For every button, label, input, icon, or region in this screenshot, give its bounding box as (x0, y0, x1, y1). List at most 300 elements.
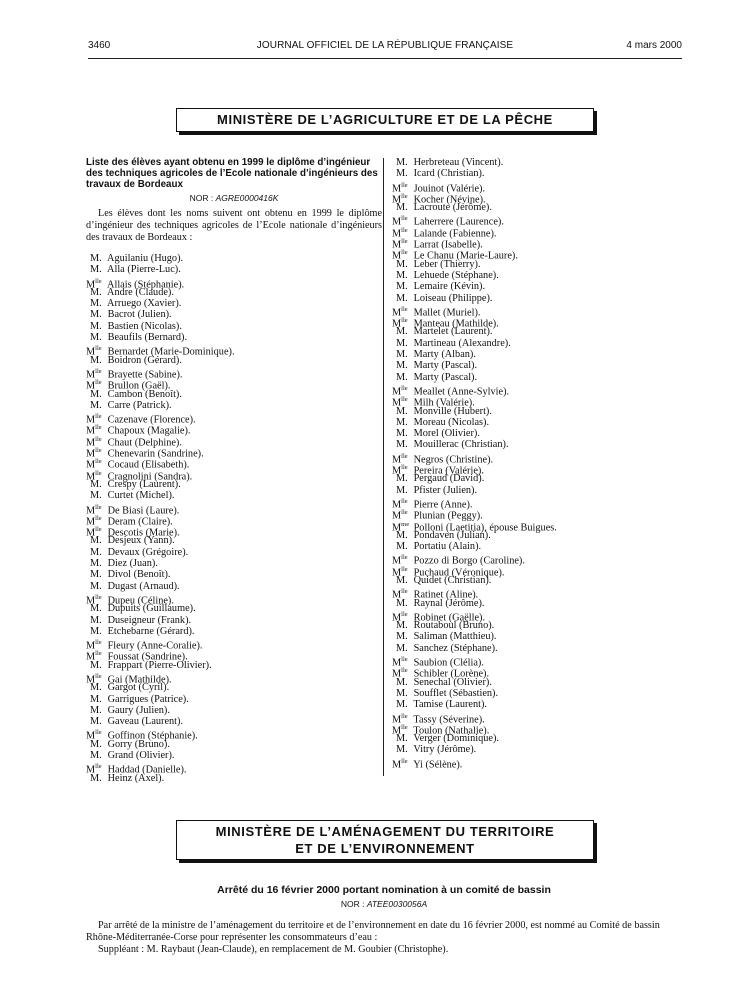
civility: M. (90, 682, 102, 694)
list-nor (86, 192, 382, 204)
graduate-name: Gaury (Julien). (107, 704, 170, 716)
graduate-name: Negros (Christine). (413, 454, 494, 466)
civility: M. (90, 614, 102, 626)
graduate-name: Fleury (Anne-Coralie). (107, 640, 203, 652)
arrete-nor-label: NOR : (340, 899, 365, 909)
graduate-name: Deram (Claire). (107, 516, 173, 528)
arrete-title: Arrêté du 16 février 2000 portant nomination à un comité de bassin (217, 884, 551, 896)
civility: $M^{lle}$ (392, 317, 408, 330)
graduate-entry (86, 343, 382, 358)
graduate-entry (392, 406, 692, 417)
graduate-entry (86, 513, 382, 528)
graduate-name: Jouinot (Valérie). (413, 183, 486, 195)
list-title: Liste des élèves ayant obtenu en 1999 le diplôme d’ingénieur des techniques agricoles de l’Ecole nationale d’ingénieurs des travaux de Bordeaux (86, 157, 378, 190)
civility: $M^{lle}$ (86, 593, 102, 607)
graduate-entry (392, 157, 692, 168)
graduate-name: Toulon (Nathalie). (413, 725, 490, 737)
civility: M. (90, 332, 102, 344)
ministry-environment-line2: ET DE L’ENVIRONNEMENT (295, 841, 475, 856)
graduate-entry (86, 287, 382, 298)
civility: M. (396, 258, 408, 270)
civility: $M^{lle}$ (86, 514, 102, 528)
graduate-entry (86, 264, 382, 275)
civility: M. (396, 484, 408, 496)
ministry-agriculture-heading (176, 108, 594, 132)
graduate-name: Dupuits (Guillaume). (107, 603, 196, 615)
graduate-name: Martelet (Laurent). (413, 326, 493, 338)
graduate-entry (86, 490, 382, 501)
graduate-name: Quidet (Christian). (413, 574, 492, 586)
issue-date: 4 mars 2000 (626, 40, 682, 51)
graduate-name: Laherrere (Laurence). (413, 216, 504, 228)
civility: $M^{lle}$ (392, 757, 408, 771)
graduate-entry (86, 592, 382, 607)
graduate-entry (86, 332, 382, 343)
nor-label: NOR : (189, 193, 214, 203)
graduate-name: Descotis (Marie). (107, 527, 180, 539)
ministry-environment-heading (176, 820, 594, 860)
graduate-name: Diez (Juan). (107, 558, 158, 570)
graduate-name: Gai (Mathilde). (107, 674, 172, 686)
graduate-entry (392, 315, 692, 330)
graduate-name: Heinz (Axel). (107, 772, 165, 784)
graduate-name: Goffinon (Stéphanie). (107, 730, 198, 742)
civility: M. (90, 535, 102, 547)
civility: $M^{lle}$ (392, 509, 408, 522)
graduate-name: Ratinet (Aline). (413, 589, 479, 601)
civility: M. (396, 326, 408, 338)
graduate-name: Lacroute (Jérôme). (413, 202, 492, 214)
graduate-name: Larrat (Isabelle). (413, 239, 483, 251)
graduate-entry (86, 626, 382, 637)
civility: $M^{lle}$ (392, 464, 408, 477)
graduate-entry (86, 671, 382, 686)
civility: $M^{lle}$ (392, 305, 408, 319)
civility: M. (396, 428, 408, 440)
graduate-name: Lalande (Fabienne). (413, 228, 497, 240)
civility: $M^{lle}$ (86, 413, 102, 426)
civility: $M^{lle}$ (392, 712, 408, 725)
civility: $M^{lle}$ (392, 610, 408, 624)
graduate-name: Pfister (Julien). (413, 484, 478, 496)
civility: M. (90, 286, 102, 298)
graduate-entry (392, 383, 692, 398)
civility: M. (396, 733, 408, 745)
graduate-entry (392, 552, 692, 567)
graduate-name: Pereira (Valérie). (413, 465, 484, 477)
civility: $M^{lle}$ (86, 469, 102, 483)
graduate-entry (86, 411, 382, 426)
graduate-entry (392, 643, 692, 654)
civility: $M^{lle}$ (392, 249, 408, 262)
graduate-name: Allais (Stéphanie). (107, 279, 185, 291)
graduate-entry (86, 773, 382, 784)
graduate-entry (86, 445, 382, 460)
graduate-name: Crespy (Laurent). (107, 478, 181, 490)
graduate-name: Mouillerac (Christian). (413, 439, 509, 451)
graduate-entry (392, 326, 692, 337)
arrete-nor-code: ATEE0030056A (366, 899, 428, 909)
graduate-entry (392, 270, 692, 281)
civility: M. (396, 360, 408, 372)
graduate-entry (392, 451, 692, 466)
graduate-entry (392, 439, 692, 450)
graduate-name: Cocaud (Elisabeth). (107, 459, 190, 471)
civility: M. (396, 597, 408, 609)
graduate-entry (86, 558, 382, 569)
graduate-name: Puchaud (Véronique). (413, 567, 505, 579)
graduate-name: Marty (Pascal). (413, 371, 478, 383)
graduate-name: Frappart (Pierre-Olivier). (107, 659, 212, 671)
civility: $M^{lle}$ (86, 379, 102, 392)
graduate-name: Lemaire (Kévin). (413, 281, 486, 293)
graduate-name: Lehuede (Stéphane). (413, 269, 499, 281)
graduate-name: Yi (Sélène). (413, 759, 463, 771)
graduate-name: Curtet (Michel). (107, 490, 175, 502)
graduate-entry (392, 225, 692, 240)
graduate-entry (86, 637, 382, 652)
graduate-name: Plunian (Peggy). (413, 510, 483, 522)
graduate-entry (86, 298, 382, 309)
civility: $M^{lle}$ (392, 238, 408, 251)
page-header (88, 40, 682, 56)
graduate-entry (392, 575, 692, 586)
graduate-name: Chenevarin (Sandrine). (107, 448, 204, 460)
list-intro: Les élèves dont les noms suivent ont obtenu en 1999 le diplôme d’ingénieur des techniques agricoles de l’Ecole nationale d’ingénieurs des travaux de Bordeaux : (86, 208, 382, 243)
graduate-name: Milh (Valérie). (413, 397, 475, 409)
left-column (86, 157, 382, 784)
civility: M. (90, 750, 102, 762)
graduate-entry (86, 660, 382, 671)
graduate-entry (392, 631, 692, 642)
graduate-entry (392, 620, 692, 631)
civility: M. (90, 399, 102, 411)
civility: $M^{lle}$ (392, 588, 408, 601)
header-rule (88, 58, 682, 59)
graduate-name: Gargot (Cyril). (107, 682, 170, 694)
civility: $M^{lle}$ (86, 367, 102, 381)
graduate-name: Gorry (Bruno). (107, 738, 170, 750)
graduate-entry (392, 168, 692, 179)
graduate-entry (392, 202, 692, 213)
graduate-name: Monville (Hubert). (413, 405, 492, 417)
graduate-entry (392, 744, 692, 755)
civility: $M^{lle}$ (392, 656, 408, 669)
civility: M. (396, 687, 408, 699)
graduate-entry (86, 502, 382, 516)
graduate-name: Arruego (Xavier). (107, 298, 182, 310)
ministry-environment-line1: MINISTÈRE DE L’AMÉNAGEMENT DU TERRITOIRE (215, 824, 555, 839)
civility: M. (90, 693, 102, 705)
graduate-name: Herbreteau (Vincent). (413, 157, 504, 168)
civility: $M^{me}$ (392, 520, 410, 533)
graduate-name: Bernardet (Marie-Dominique). (107, 346, 235, 358)
civility: M. (396, 620, 408, 632)
civility: M. (90, 659, 102, 671)
graduate-name: Haddad (Danielle). (107, 764, 187, 776)
civility: $M^{lle}$ (86, 435, 102, 449)
civility: M. (90, 490, 102, 502)
graduate-entry (392, 338, 692, 349)
graduate-entry (392, 394, 692, 409)
graduate-entry (392, 213, 692, 228)
graduate-name: De Biasi (Laure). (107, 504, 180, 516)
page-number: 3460 (88, 40, 111, 51)
graduate-name: Vitry (Jérôme). (413, 744, 477, 756)
civility: M. (396, 337, 408, 349)
graduate-entry (392, 665, 692, 680)
civility: M. (90, 716, 102, 728)
graduate-entry (392, 519, 692, 533)
civility: M. (396, 416, 408, 428)
graduate-name: Mallet (Muriel). (413, 307, 481, 319)
nor-code: AGRE0000416K (215, 193, 279, 203)
civility: $M^{lle}$ (392, 384, 408, 398)
civility: $M^{lle}$ (392, 554, 408, 567)
graduate-entry (392, 247, 692, 262)
civility: M. (396, 349, 408, 361)
graduate-entry (392, 507, 692, 522)
graduate-entry (86, 276, 382, 291)
graduate-name: Brayette (Sabine). (107, 369, 183, 381)
civility: $M^{lle}$ (86, 447, 102, 460)
graduate-name: Raynal (Jérôme). (413, 597, 485, 609)
graduate-entry (392, 236, 692, 251)
graduate-name: Loiseau (Philippe). (413, 292, 493, 304)
graduate-entry (392, 259, 692, 270)
graduate-name: Boidron (Gérard). (107, 354, 182, 366)
graduate-name: Leber (Thierry). (413, 258, 481, 270)
civility: M. (90, 704, 102, 716)
civility: M. (396, 744, 408, 756)
civility: M. (90, 738, 102, 750)
graduate-entry (86, 615, 382, 626)
graduate-name: Moreau (Nicolas). (413, 416, 490, 428)
graduate-name: Kocher (Névine). (413, 194, 486, 206)
civility: M. (396, 676, 408, 688)
graduate-entry (86, 581, 382, 592)
graduate-name: Portatiu (Alain). (413, 541, 482, 553)
civility: M. (90, 772, 102, 784)
civility: M. (396, 473, 408, 485)
civility: M. (396, 292, 408, 304)
graduate-entry (86, 434, 382, 449)
graduate-name: Alla (Pierre-Luc). (107, 264, 181, 276)
graduate-entry (392, 722, 692, 737)
graduate-entry (86, 468, 382, 483)
civility: $M^{lle}$ (392, 181, 408, 195)
graduate-entry (392, 688, 692, 699)
graduate-entry (392, 428, 692, 439)
civility: $M^{lle}$ (392, 723, 408, 737)
graduate-entry (392, 756, 692, 771)
graduate-name: Etchebarne (Gérard). (107, 625, 195, 637)
civility: M. (90, 264, 102, 276)
graduate-name: Beaufils (Bernard). (107, 332, 188, 344)
civility: $M^{lle}$ (86, 729, 102, 742)
graduate-entry (86, 547, 382, 558)
graduate-entry (392, 564, 692, 579)
ministry-agriculture-title: MINISTÈRE DE L’AGRICULTURE ET DE LA PÊCHE (217, 112, 553, 127)
graduate-name: Dupeu (Céline). (107, 595, 174, 607)
graduate-name: Marty (Alban). (413, 349, 476, 361)
civility: M. (90, 558, 102, 570)
graduate-entry (392, 293, 692, 304)
arrete-nor (86, 899, 682, 909)
graduate-name: Andre (Claude). (107, 286, 174, 298)
civility: M. (396, 631, 408, 643)
graduate-entry (86, 535, 382, 546)
civility: M. (396, 405, 408, 417)
graduate-entry (86, 479, 382, 490)
graduate-entry (392, 699, 692, 710)
graduate-name: Cragnolini (Sandra). (107, 471, 193, 483)
journal-title: JOURNAL OFFICIEL DE LA RÉPUBLIQUE FRANÇAISE (256, 40, 514, 51)
civility: $M^{lle}$ (392, 452, 408, 466)
graduate-name: Polloni (Laetitia), épouse Buigues. (413, 521, 557, 533)
graduate-entry (86, 750, 382, 761)
graduate-name: Grand (Olivier). (107, 750, 175, 762)
graduate-entry (86, 422, 382, 437)
civility: M. (90, 253, 102, 264)
civility: $M^{lle}$ (392, 667, 408, 680)
civility: M. (90, 569, 102, 581)
arrete-paragraph: Par arrêté de la ministre de l’aménagement du territoire et de l’environnement en date du 16 février 2000, est nommé au Comité de bassin Rhône-Méditerranée-Corse pour représenter les consommateurs d’eau : (86, 920, 660, 943)
graduate-name: Bastien (Nicolas). (107, 320, 182, 332)
arrete-substitute: Suppléant : M. Raybaut (Jean-Claude), en remplacement de M. Goubier (Christophe). (98, 944, 449, 955)
civility: M. (90, 546, 102, 558)
graduate-name: Le Chanu (Marie-Laure). (413, 250, 518, 262)
graduate-entry (86, 377, 382, 392)
graduate-entry (86, 569, 382, 580)
civility: $M^{lle}$ (86, 503, 102, 516)
graduate-name: Senechal (Olivier). (413, 676, 492, 688)
graduate-name: Cambon (Benoît). (107, 388, 182, 400)
civility: M. (90, 354, 102, 366)
graduate-name: Tassy (Séverine). (413, 713, 485, 725)
graduate-entry (392, 598, 692, 609)
graduate-name: Morel (Olivier). (413, 428, 480, 440)
graduate-entry (86, 309, 382, 320)
graduate-name: Bacrot (Julien). (107, 309, 172, 321)
graduate-entry (86, 648, 382, 663)
graduate-entry (392, 417, 692, 428)
graduate-entry (86, 366, 382, 381)
civility: M. (90, 388, 102, 400)
civility: M. (396, 269, 408, 281)
civility: M. (90, 309, 102, 321)
civility: $M^{lle}$ (86, 424, 102, 437)
graduates-list-left (86, 253, 382, 784)
graduate-name: Chapoux (Magalie). (107, 425, 191, 437)
graduate-name: Dugast (Arnaud). (107, 580, 180, 592)
graduate-name: Garrigues (Patrice). (107, 693, 189, 705)
graduate-entry (392, 349, 692, 360)
civility: $M^{lle}$ (392, 215, 408, 228)
civility: M. (396, 529, 408, 541)
graduate-entry (86, 682, 382, 693)
graduate-entry (392, 473, 692, 484)
graduate-name: Manteau (Mathilde). (413, 318, 499, 330)
graduate-name: Saubion (Clélia). (413, 657, 484, 669)
graduate-name: Foussat (Sandrine). (107, 651, 188, 663)
civility: M. (90, 603, 102, 615)
graduate-entry (392, 462, 692, 477)
civility: $M^{lle}$ (86, 345, 102, 358)
civility: $M^{lle}$ (86, 458, 102, 471)
graduate-name: Devaux (Grégoire). (107, 546, 189, 558)
graduate-entry (86, 400, 382, 411)
graduate-name: Verger (Dominique). (413, 733, 499, 745)
graduate-name: Saliman (Matthieu). (413, 631, 497, 643)
graduate-name: Pergaud (David). (413, 473, 485, 485)
civility: $M^{lle}$ (86, 526, 102, 539)
graduate-entry (86, 456, 382, 471)
graduate-entry (86, 321, 382, 332)
graduate-name: Carre (Patrick). (107, 399, 172, 411)
graduate-entry (86, 705, 382, 716)
graduate-entry (392, 372, 692, 383)
civility: M. (396, 168, 408, 180)
graduates-list-right (392, 157, 692, 771)
civility: $M^{lle}$ (392, 192, 408, 206)
civility: $M^{lle}$ (392, 565, 408, 579)
civility: M. (90, 580, 102, 592)
civility: M. (396, 157, 408, 168)
graduate-entry (86, 739, 382, 750)
graduate-entry (86, 727, 382, 742)
graduate-entry (86, 603, 382, 614)
graduate-name: Pondaven (Julian). (413, 529, 491, 541)
graduate-name: Robinet (Gaëlle). (413, 612, 486, 624)
graduate-entry (392, 586, 692, 601)
graduate-entry (392, 609, 692, 624)
civility: M. (396, 371, 408, 383)
graduate-entry (392, 733, 692, 744)
graduate-name: Brullon (Gaël). (107, 380, 171, 392)
graduate-entry (392, 654, 692, 669)
graduate-entry (86, 716, 382, 727)
graduate-name: Chaut (Delphine). (107, 437, 182, 449)
graduate-entry (392, 485, 692, 496)
civility: M. (396, 202, 408, 214)
graduate-name: Sanchez (Stéphane). (413, 642, 498, 654)
graduate-name: Tamise (Laurent). (413, 699, 488, 711)
civility: $M^{lle}$ (86, 650, 102, 663)
graduate-entry (392, 711, 692, 725)
graduate-entry (392, 677, 692, 688)
civility: $M^{lle}$ (86, 277, 102, 291)
graduate-entry (392, 180, 692, 195)
civility: M. (396, 439, 408, 451)
graduate-entry (392, 281, 692, 292)
column-divider (383, 158, 384, 776)
graduate-entry (392, 496, 692, 511)
civility: M. (90, 298, 102, 310)
graduate-entry (86, 761, 382, 776)
civility: $M^{lle}$ (86, 639, 102, 652)
graduate-name: Meallet (Anne-Sylvie). (413, 386, 510, 398)
graduate-name: Soufflet (Sébastien). (413, 687, 499, 699)
civility: $M^{lle}$ (86, 763, 102, 776)
civility: M. (396, 642, 408, 654)
civility: M. (90, 625, 102, 637)
graduate-name: Icard (Christian). (413, 168, 485, 180)
graduate-name: Marty (Pascal). (413, 360, 478, 372)
civility: $M^{lle}$ (392, 497, 408, 511)
graduate-name: Desjeux (Yann). (107, 535, 175, 547)
graduate-name: Routaboul (Bruno). (413, 620, 495, 632)
